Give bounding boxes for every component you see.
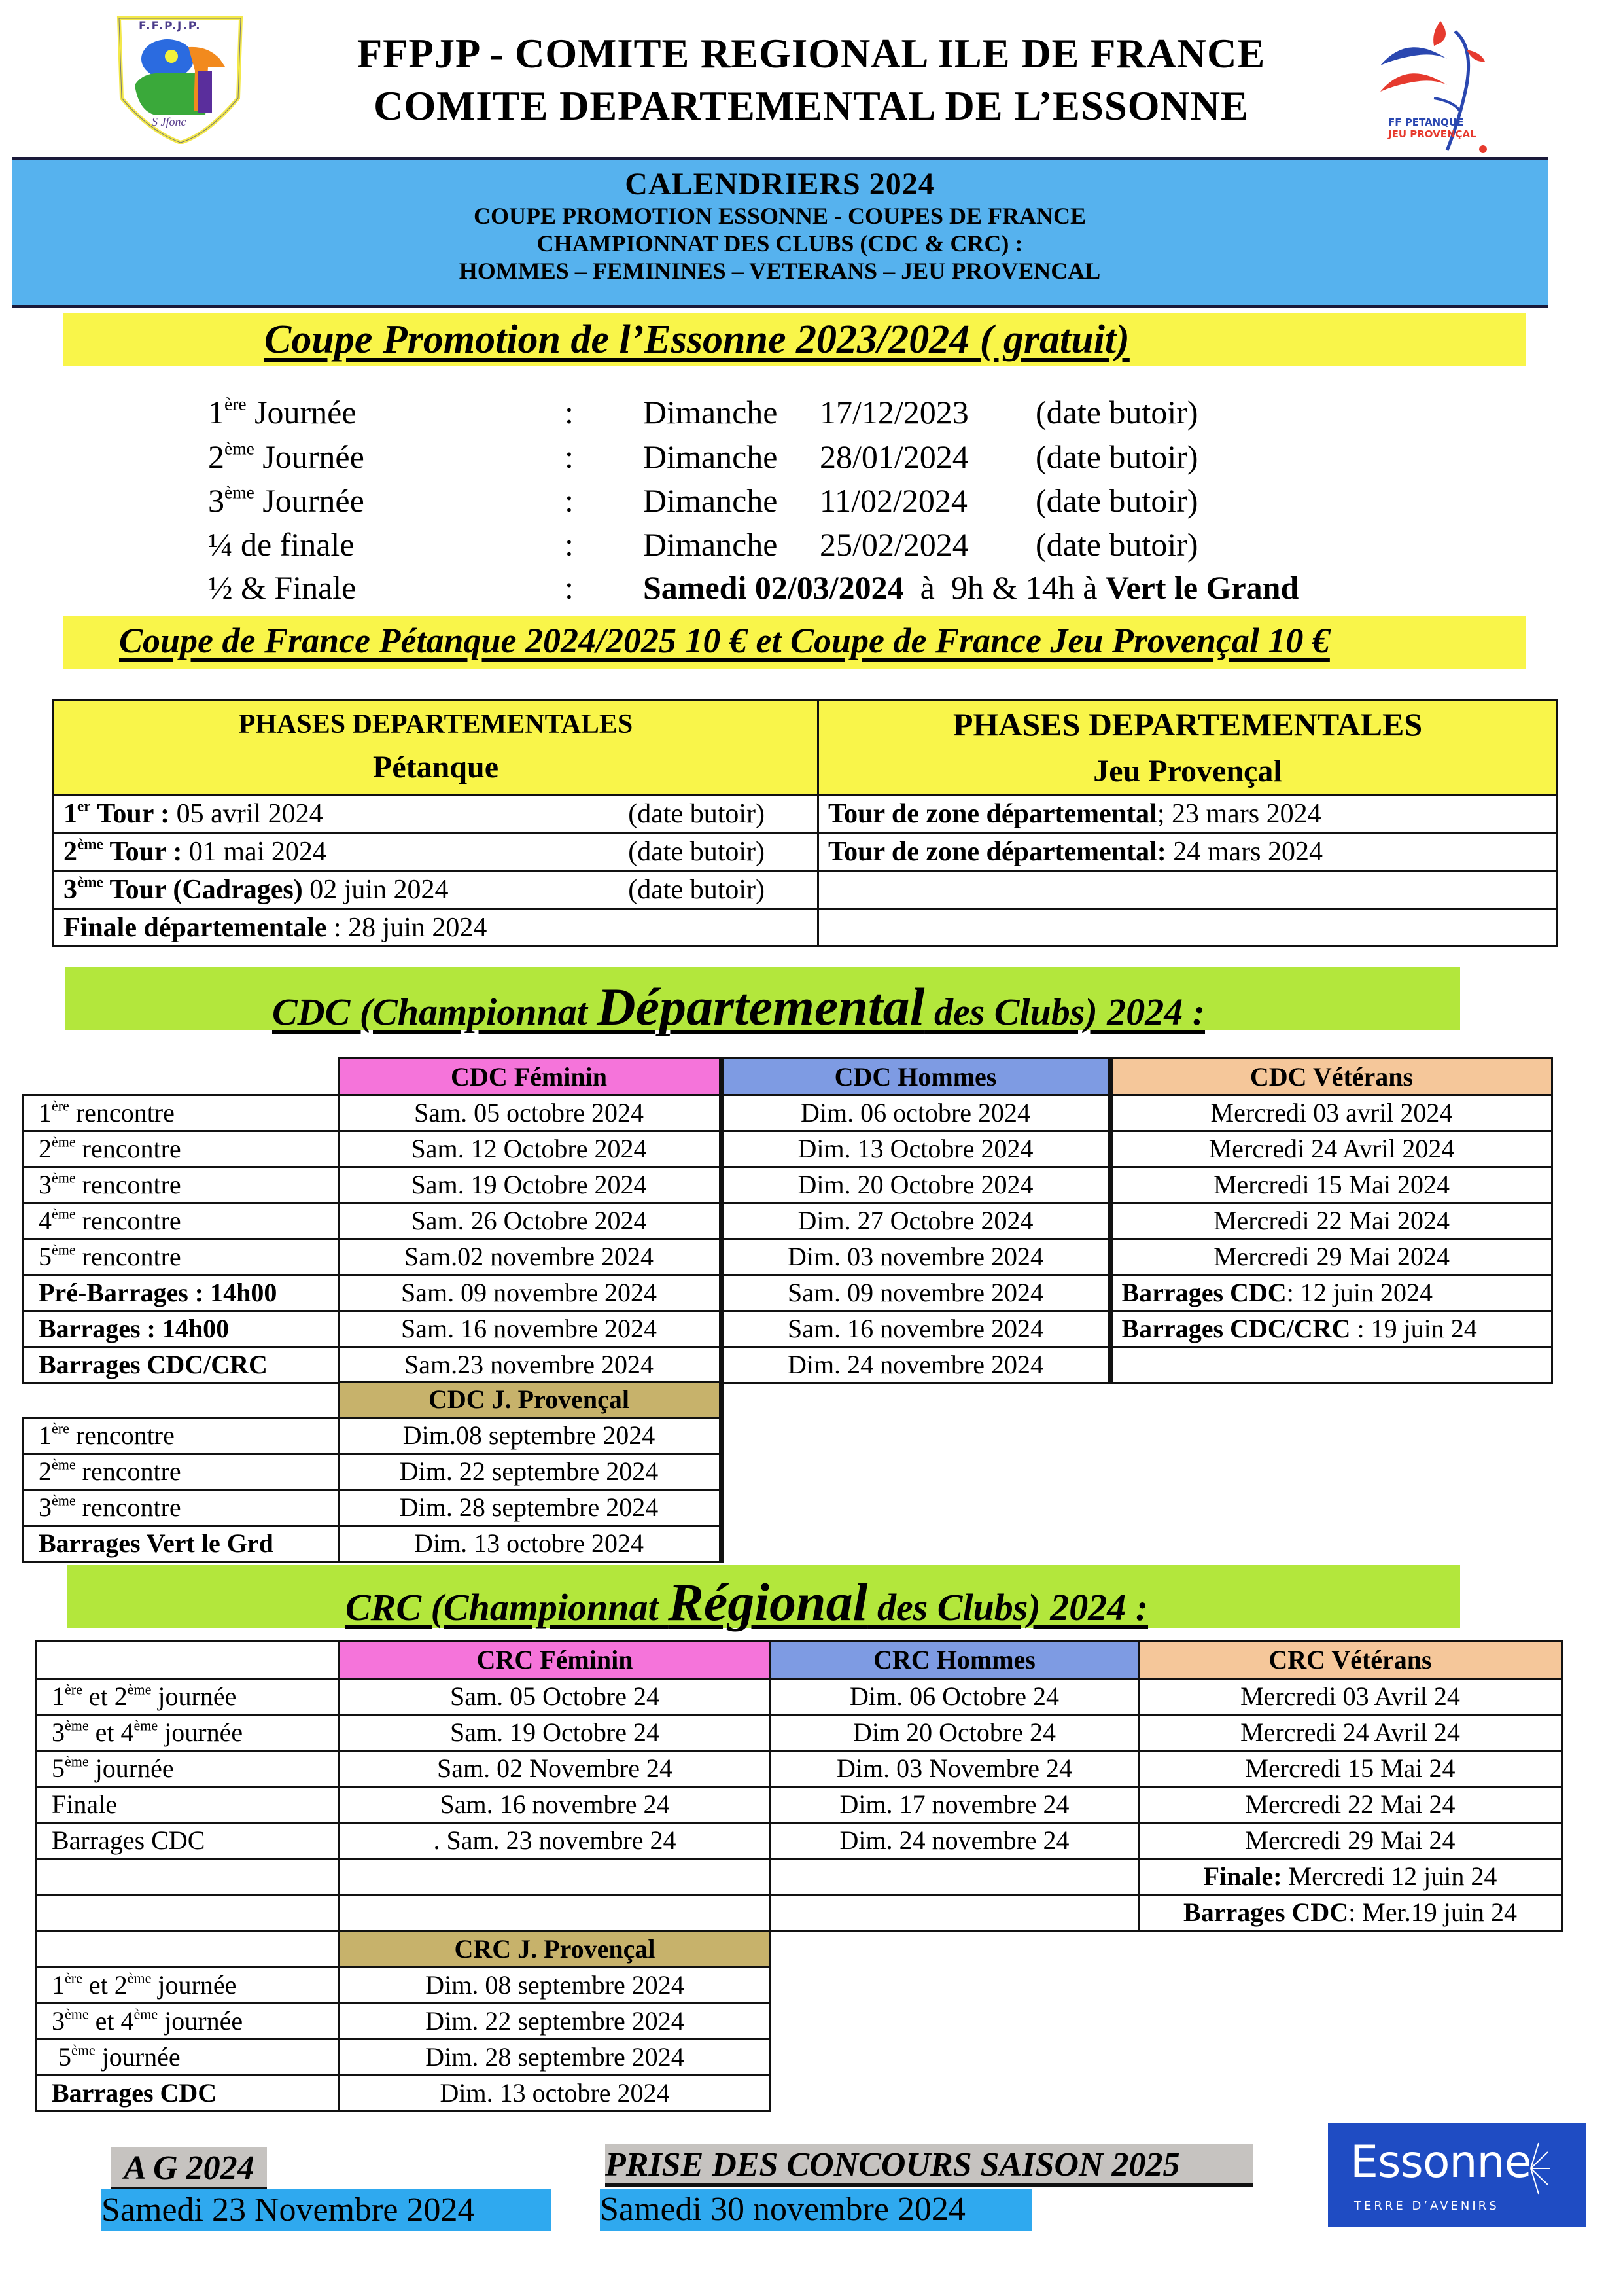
promotion-row-date: 28/01/2024 [820,438,969,475]
cdc-row-label: Barrages CDC/CRC [24,1347,339,1383]
cdc-row-label: Barrages : 14h00 [24,1311,339,1347]
phases-note: (date butoir) [628,874,765,905]
crc-veterans-date: Mercredi 15 Mai 24 [1139,1751,1562,1787]
cdc-title-part3: des Clubs) 2024 : [924,991,1206,1033]
crc-jp-date: Dim. 22 septembre 2024 [340,2004,771,2040]
promotion-row-date: 17/12/2023 [820,394,969,431]
cdc-jp-row [24,1490,722,1526]
promotion-row-separator: : [565,482,574,519]
phases-petanque-cell: 1er Tour : 05 avril 2024 (date butoir) [54,795,818,833]
cdc-hommes-date: Dim. 27 Octobre 2024 [722,1203,1110,1239]
ffpjp-logo-signature: S Jfonc [152,115,186,128]
cdc-veterans-date: Mercredi 03 avril 2024 [1110,1095,1552,1131]
cdc-veterans-date: Mercredi 29 Mai 2024 [1110,1239,1552,1275]
phases-header-jp-line2: Jeu Provençal [1093,753,1282,788]
crc-header-veterans: CRC Vétérans [1139,1641,1562,1679]
cdc-feminin-date: Sam. 12 Octobre 2024 [338,1131,722,1167]
cdc-row-label: 3ème rencontre [24,1167,339,1203]
crc-jp-row-label: 3ème et 4ème journée [37,2004,340,2040]
crc-veterans-date: Mercredi 29 Mai 24 [1139,1823,1562,1859]
cdc-row [24,1311,1552,1347]
ff-petanque-logo-line1: FF PETANQUE [1388,116,1464,128]
cdc-row [24,1203,1552,1239]
cdc-feminin-date: Sam. 26 Octobre 2024 [338,1203,722,1239]
cdc-veterans-date: Barrages CDC/CRC : 19 juin 24 [1110,1311,1552,1347]
cdc-jp-row-label: Barrages Vert le Grd [24,1526,339,1562]
promotion-row-date: 11/02/2024 [820,482,968,519]
ffpjp-essonne-logo [110,13,251,144]
ag-title: A G 2024 [111,2147,267,2191]
cdc-row [24,1275,1552,1311]
crc-jp-table [35,1930,771,2112]
cdc-title [272,976,1205,1038]
crc-row-label: 5ème journée [37,1751,340,1787]
crc-jp-header: CRC J. Provençal [340,1932,771,1968]
promotion-row-day: Dimanche [643,394,778,431]
crc-jp-row [37,2004,771,2040]
crc-jp-row-label: Barrages CDC [37,2075,340,2111]
phases-departementales-table [52,699,1558,947]
promotion-row-separator: : [565,526,574,563]
crc-hommes-date: Dim. 06 Octobre 24 [771,1679,1139,1715]
promotion-row-final-info: Samedi 02/03/2024 à 9h & 14h à Vert le Grand [643,569,1299,606]
crc-row [37,1787,1562,1823]
crc-feminin-date: Sam. 16 novembre 24 [340,1787,771,1823]
crc-jp-row [37,2040,771,2075]
crc-feminin-date [340,1859,771,1895]
promotion-title: Coupe Promotion de l’Essonne 2023/2024 ( gratuit) [264,317,1130,362]
crc-veterans-date: Mercredi 22 Mai 24 [1139,1787,1562,1823]
promotion-row-date: 25/02/2024 [820,526,969,563]
coupe-de-france-bar [63,616,1526,669]
crc-header-hommes: CRC Hommes [771,1641,1139,1679]
crc-hommes-date: Dim. 03 Novembre 24 [771,1751,1139,1787]
crc-row-label [37,1859,340,1895]
crc-hommes-date [771,1895,1139,1931]
header-title-line2: COMITE DEPARTEMENTAL DE L’ESSONNE [374,82,1249,129]
crc-title-part1: CRC (Championnat [345,1586,669,1629]
crc-title-emphasis: Régional [668,1572,868,1632]
cdc-feminin-date: Sam.02 novembre 2024 [338,1239,722,1275]
crc-title-part3: des Clubs) 2024 : [867,1586,1149,1629]
crc-row [37,1859,1562,1895]
crc-hommes-date [771,1859,1139,1895]
phases-row [54,909,1558,947]
crc-feminin-date [340,1895,771,1931]
cdc-jp-table [22,1381,724,1563]
cdc-title-bar [65,967,1460,1036]
crc-veterans-date: Mercredi 03 Avril 24 [1139,1679,1562,1715]
banner-line3: HOMMES – FEMININES – VETERANS – JEU PROVENCAL [459,258,1101,284]
phases-jp-cell [818,909,1558,947]
phases-jp-cell: Tour de zone départemental: 24 mars 2024 [818,833,1558,871]
cdc-feminin-date: Sam. 19 Octobre 2024 [338,1167,722,1203]
cdc-header-feminin: CDC Féminin [338,1059,722,1095]
crc-jp-date: Dim. 13 octobre 2024 [340,2075,771,2111]
crc-jp-row-label: 1ère et 2ème journée [37,1968,340,2004]
cdc-jp-date: Dim. 22 septembre 2024 [338,1454,722,1490]
cdc-jp-row [24,1418,722,1454]
crc-jp-date: Dim. 08 septembre 2024 [340,1968,771,2004]
crc-table [35,1640,1563,1932]
crc-hommes-date: Dim. 17 novembre 24 [771,1787,1139,1823]
crc-feminin-date: Sam. 02 Novembre 24 [340,1751,771,1787]
promotion-row-day: Dimanche [643,526,778,563]
cdc-jp-row [24,1526,722,1562]
phases-row [54,795,1558,833]
crc-title [345,1572,1148,1633]
cdc-jp-row-label: 2ème rencontre [24,1454,339,1490]
ff-petanque-logo [1369,20,1512,160]
banner-line1: COUPE PROMOTION ESSONNE - COUPES DE FRANCE [473,203,1087,229]
cdc-empty-header [24,1059,339,1095]
promotion-row-label: ¼ de finale [208,526,355,563]
prise-concours-title: PRISE DES CONCOURS SAISON 2025 [605,2144,1253,2187]
cdc-header-hommes: CDC Hommes [722,1059,1110,1095]
crc-jp-row [37,2075,771,2111]
crc-veterans-date: Barrages CDC: Mer.19 juin 24 [1139,1895,1562,1931]
sunburst-icon [1524,2139,1557,2198]
cdc-feminin-date: Sam. 16 novembre 2024 [338,1311,722,1347]
crc-jp-empty-header [37,1932,340,1968]
crc-row-label: 3ème et 4ème journée [37,1715,340,1751]
cdc-row-label: 5ème rencontre [24,1239,339,1275]
cdc-row [24,1239,1552,1275]
crc-jp-date: Dim. 28 septembre 2024 [340,2040,771,2075]
cdc-veterans-date: Mercredi 15 Mai 2024 [1110,1167,1552,1203]
phases-row [54,871,1558,909]
cdc-hommes-date: Dim. 20 Octobre 2024 [722,1167,1110,1203]
crc-header-feminin: CRC Féminin [340,1641,771,1679]
cdc-row-label: 2ème rencontre [24,1131,339,1167]
cdc-veterans-date: Mercredi 22 Mai 2024 [1110,1203,1552,1239]
cdc-title-part1: CDC (Championnat [272,991,597,1033]
prise-concours-date: Samedi 30 novembre 2024 [600,2189,1032,2231]
phases-header-petanque-line1: PHASES DEPARTEMENTALES [238,709,633,739]
calendar-banner [12,157,1548,308]
cdc-feminin-date: Sam.23 novembre 2024 [338,1347,722,1383]
crc-jp-row [37,1968,771,2004]
crc-row [37,1751,1562,1787]
promotion-row-separator: : [565,394,574,431]
cdc-veterans-date: Barrages CDC: 12 juin 2024 [1110,1275,1552,1311]
phases-header-petanque-line2: Pétanque [373,749,498,785]
cdc-jp-row-label: 1ère rencontre [24,1418,339,1454]
banner-line2: CHAMPIONNAT DES CLUBS (CDC & CRC) : [536,230,1023,256]
cdc-header-veterans: CDC Vétérans [1110,1059,1552,1095]
cdc-table [22,1057,1553,1384]
promotion-row-label: ½ & Finale [208,569,357,606]
cdc-jp-header: CDC J. Provençal [338,1382,722,1418]
crc-title-bar [67,1565,1460,1632]
phases-petanque-cell: Finale départementale : 28 juin 2024 [54,909,818,947]
cdc-row [24,1167,1552,1203]
essonne-logo-tagline: TERRE D’AVENIRS [1354,2199,1499,2213]
phases-note: (date butoir) [628,798,765,829]
crc-row-label [37,1895,340,1931]
cdc-hommes-date: Dim. 24 novembre 2024 [722,1347,1110,1383]
crc-hommes-date: Dim 20 Octobre 24 [771,1715,1139,1751]
phases-row [54,833,1558,871]
phases-header-petanque [54,700,818,795]
ffpjp-logo-text: F.F.P.J.P. [139,20,201,33]
promotion-row-note: (date butoir) [1036,482,1198,519]
crc-row [37,1679,1562,1715]
promotion-row-note: (date butoir) [1036,438,1198,475]
promotion-row-day: Dimanche [643,482,778,519]
phases-petanque-cell: 2ème Tour : 01 mai 2024 (date butoir) [54,833,818,871]
cdc-jp-date: Dim.08 septembre 2024 [338,1418,722,1454]
cdc-hommes-date: Sam. 16 novembre 2024 [722,1311,1110,1347]
banner-title: CALENDRIERS 2024 [625,167,935,202]
phases-jp-cell [818,871,1558,909]
essonne-logo [1328,2123,1586,2227]
crc-row [37,1823,1562,1859]
cdc-row [24,1131,1552,1167]
cdc-row-label: 1ère rencontre [24,1095,339,1131]
cdc-row-label: 4ème rencontre [24,1203,339,1239]
cdc-jp-row-label: 3ème rencontre [24,1490,339,1526]
promotion-title-bar [63,313,1526,366]
promotion-row-label: 2ème Journée [208,438,364,475]
cdc-jp-empty-header [24,1382,339,1418]
cdc-title-emphasis: Départemental [597,977,925,1036]
crc-veterans-date: Finale: Mercredi 12 juin 24 [1139,1859,1562,1895]
crc-row-label: 1ère et 2ème journée [37,1679,340,1715]
cdc-veterans-date [1110,1347,1552,1383]
crc-row-label: Barrages CDC [37,1823,340,1859]
promotion-row-note: (date butoir) [1036,394,1198,431]
cdc-hommes-date: Dim. 13 Octobre 2024 [722,1131,1110,1167]
promotion-row-day: Dimanche [643,438,778,475]
cdc-hommes-date: Dim. 03 novembre 2024 [722,1239,1110,1275]
crc-row [37,1715,1562,1751]
phases-jp-cell: Tour de zone départemental; 23 mars 2024 [818,795,1558,833]
phases-note: (date butoir) [628,836,765,867]
promotion-row-note: (date butoir) [1036,526,1198,563]
promotion-row-label: 1ère Journée [208,393,357,431]
cdc-row [24,1347,1552,1383]
cdc-hommes-date: Dim. 06 octobre 2024 [722,1095,1110,1131]
crc-empty-header [37,1641,340,1679]
crc-veterans-date: Mercredi 24 Avril 24 [1139,1715,1562,1751]
cdc-row [24,1095,1552,1131]
crc-row [37,1895,1562,1931]
cdc-feminin-date: Sam. 09 novembre 2024 [338,1275,722,1311]
cdc-veterans-date: Mercredi 24 Avril 2024 [1110,1131,1552,1167]
essonne-logo-name: Essonne [1350,2136,1531,2188]
cdc-row-label: Pré-Barrages : 14h00 [24,1275,339,1311]
crc-row-label: Finale [37,1787,340,1823]
crc-hommes-date: Dim. 24 novembre 24 [771,1823,1139,1859]
phases-header-jp-line1: PHASES DEPARTEMENTALES [952,706,1423,743]
crc-jp-row-label: 5ème journée [37,2040,340,2075]
crc-feminin-date: Sam. 05 Octobre 24 [340,1679,771,1715]
crc-feminin-date: . Sam. 23 novembre 24 [340,1823,771,1859]
phases-petanque-cell: 3ème Tour (Cadrages) 02 juin 2024 (date butoir) [54,871,818,909]
promotion-row-label: 3ème Journée [208,482,364,519]
promotion-row-separator: : [565,438,574,475]
ag-date: Samedi 23 Novembre 2024 [101,2189,551,2231]
crc-feminin-date: Sam. 19 Octobre 24 [340,1715,771,1751]
ff-petanque-logo-line2: JEU PROVENÇAL [1388,128,1476,140]
cdc-jp-date: Dim. 13 octobre 2024 [338,1526,722,1562]
header-title-line1: FFPJP - COMITE REGIONAL ILE DE FRANCE [357,30,1266,77]
promotion-row-separator: : [565,569,574,606]
cdc-hommes-date: Sam. 09 novembre 2024 [722,1275,1110,1311]
cdc-jp-date: Dim. 28 septembre 2024 [338,1490,722,1526]
phases-header-jeu-provencal [818,700,1558,795]
cdc-feminin-date: Sam. 05 octobre 2024 [338,1095,722,1131]
coupe-de-france-title: Coupe de France Pétanque 2024/2025 10 € et Coupe de France Jeu Provençal 10 € [119,621,1330,660]
cdc-jp-row [24,1454,722,1490]
